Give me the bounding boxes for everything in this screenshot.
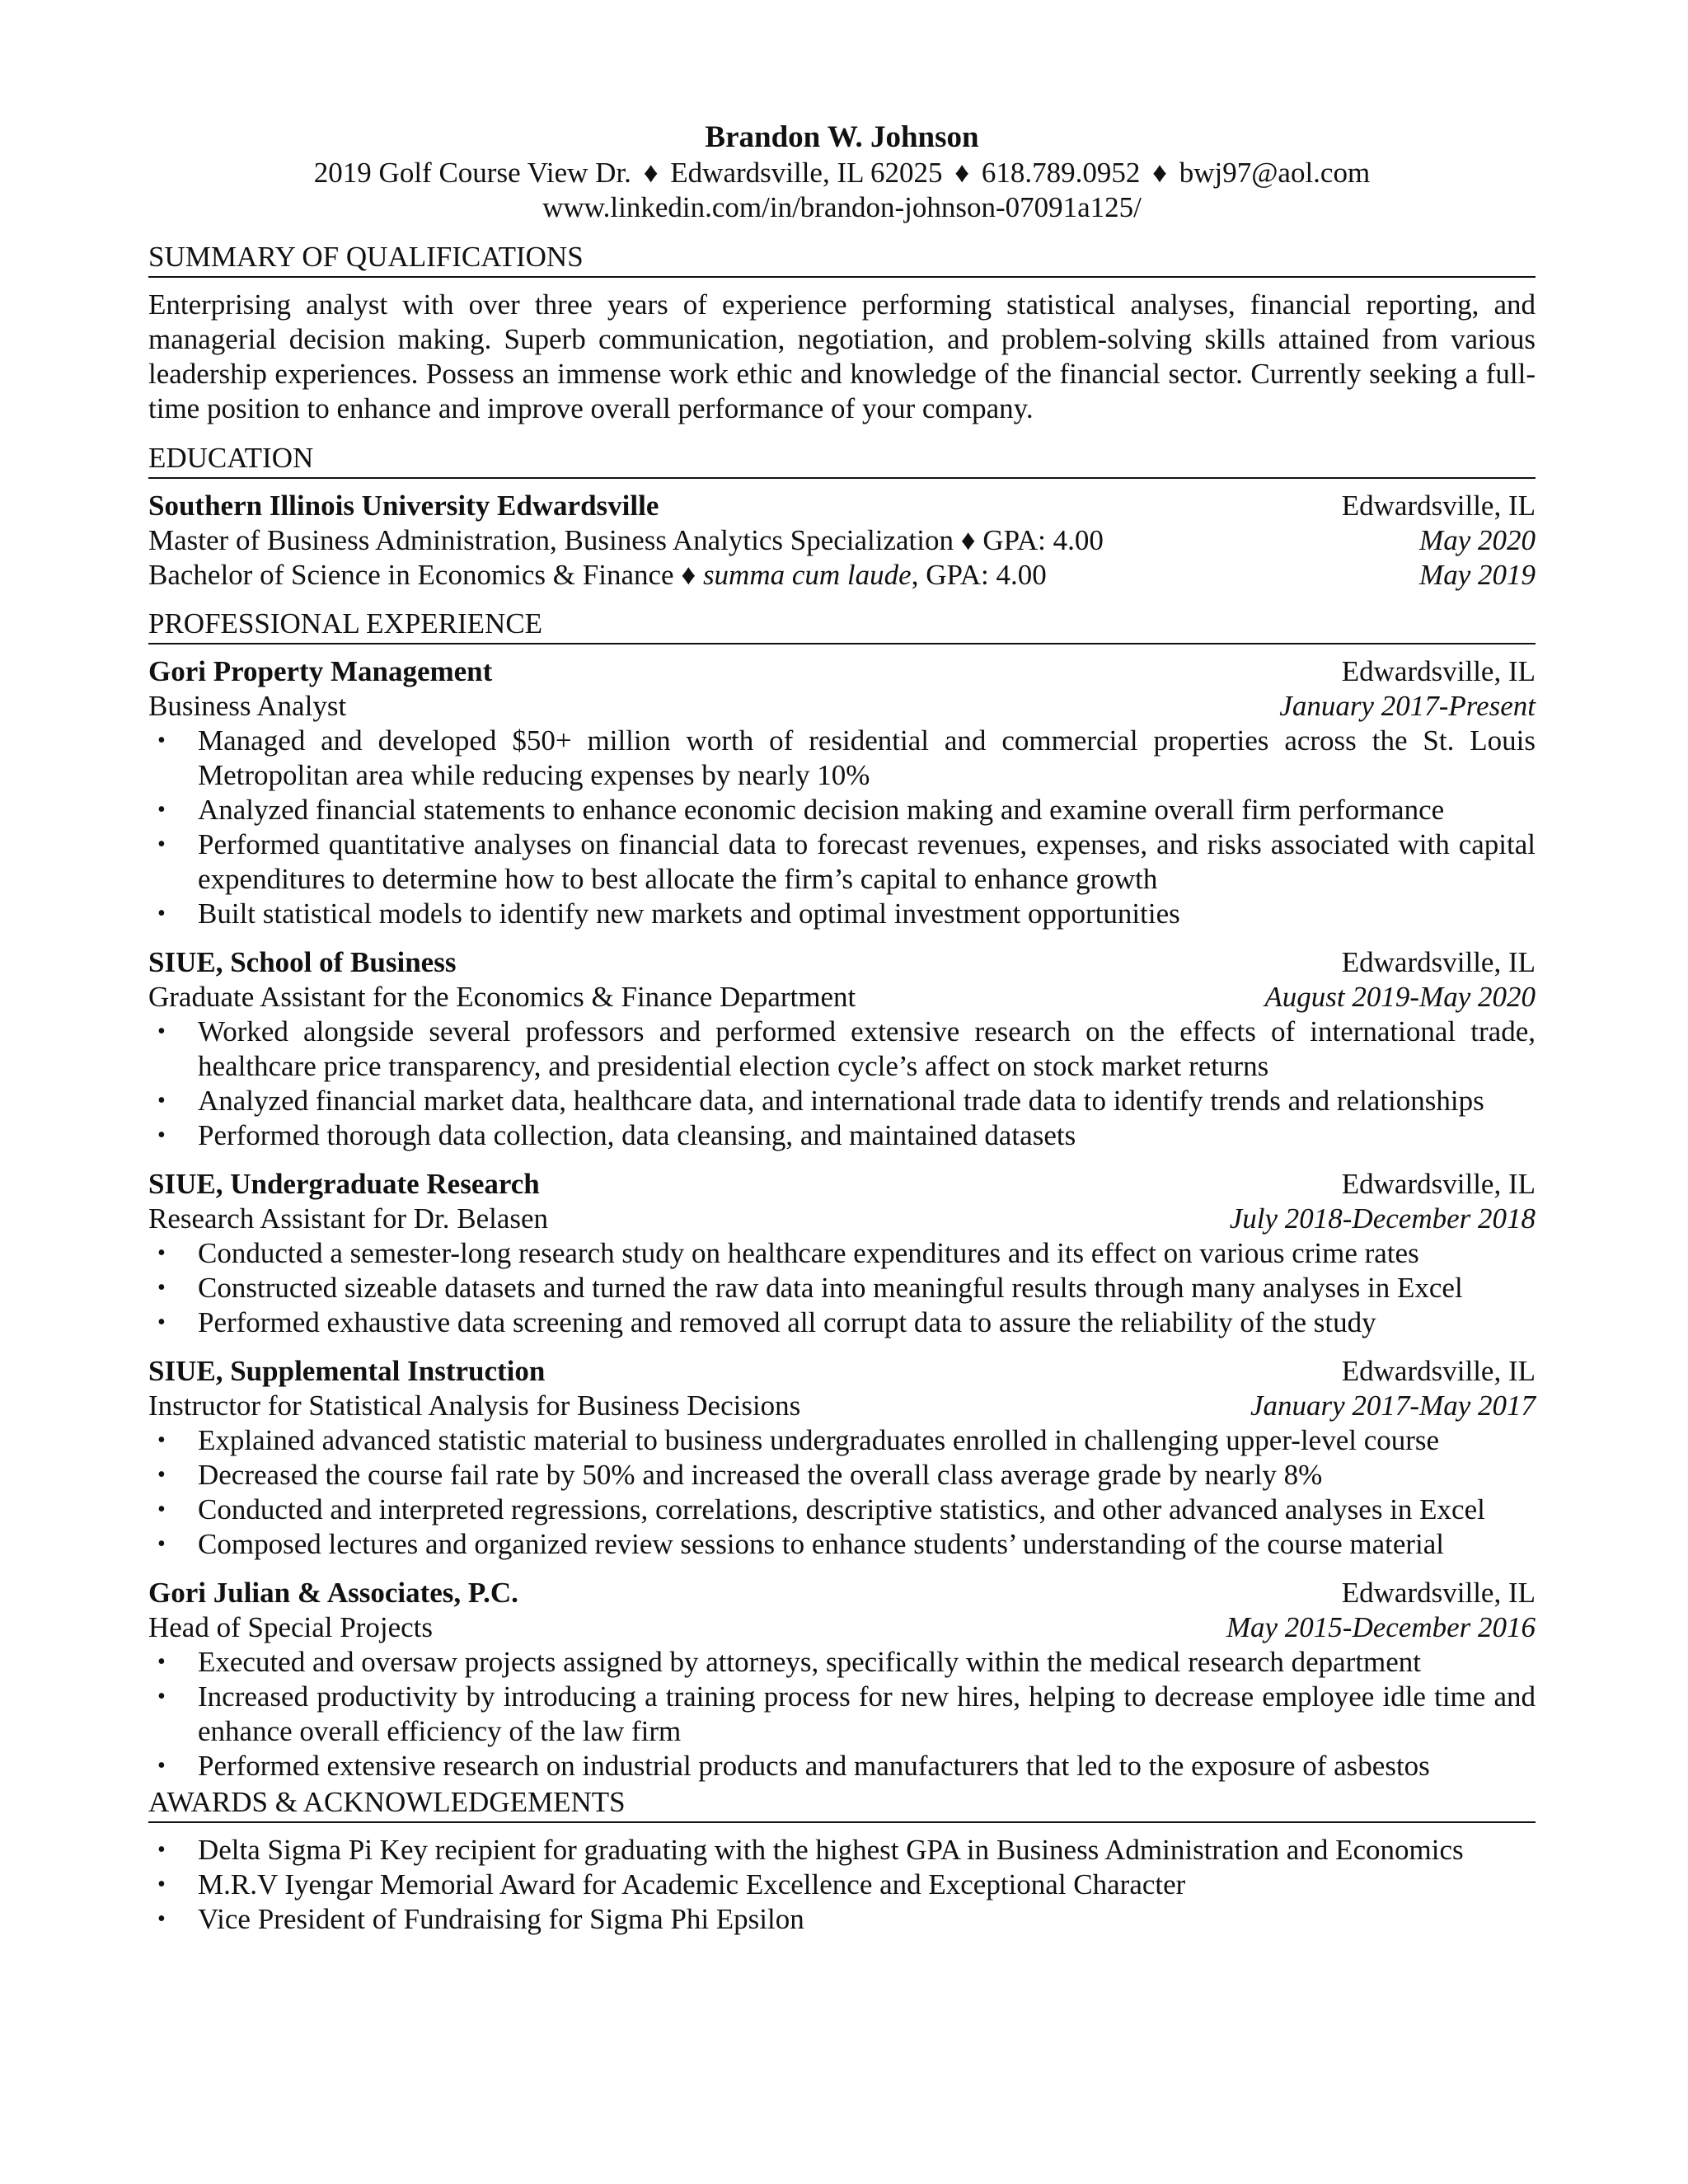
job-org: SIUE, Undergraduate Research bbox=[148, 1168, 540, 1200]
bullet-icon: • bbox=[157, 1649, 166, 1675]
list-item bbox=[148, 1084, 1536, 1118]
education-heading: EDUCATION bbox=[148, 441, 1536, 479]
bullet-text: Worked alongside several professors and performed extensive research on the effects of international trade, healthcare price transparency, and presidential election cycle’s affect on stock market returns bbox=[198, 1015, 1536, 1082]
experience-list bbox=[148, 654, 1536, 1783]
school-location: Edwardsville, IL bbox=[1341, 490, 1536, 522]
job-entry bbox=[148, 945, 1536, 1153]
bullet-text: Executed and oversaw projects assigned by attorneys, specifically within the medical research department bbox=[198, 1646, 1422, 1678]
degree-row bbox=[148, 558, 1536, 593]
job-date: July 2018-December 2018 bbox=[1229, 1202, 1536, 1235]
job-title: Head of Special Projects bbox=[148, 1611, 434, 1643]
job-title-row bbox=[148, 689, 1536, 724]
job-title-row bbox=[148, 980, 1536, 1015]
job-date: January 2017-Present bbox=[1279, 690, 1536, 722]
job-bullets bbox=[148, 1423, 1536, 1562]
degree-date: May 2020 bbox=[1419, 524, 1536, 556]
job-entry bbox=[148, 654, 1536, 931]
job-org: Gori Julian & Associates, P.C. bbox=[148, 1577, 518, 1609]
job-location: Edwardsville, IL bbox=[1341, 1168, 1536, 1200]
job-entry bbox=[148, 1576, 1536, 1783]
education-school-row bbox=[148, 489, 1536, 523]
bullet-icon: • bbox=[157, 1275, 166, 1301]
degree-row bbox=[148, 523, 1536, 558]
job-date: May 2015-December 2016 bbox=[1226, 1611, 1536, 1643]
bullet-text: Analyzed financial market data, healthcare data, and international trade data to identify trends and relationships bbox=[198, 1085, 1484, 1117]
bullet-icon: • bbox=[157, 1753, 166, 1779]
bullet-text: Built statistical models to identify new markets and optimal investment opportunities bbox=[198, 898, 1180, 930]
summary-heading: SUMMARY OF QUALIFICATIONS bbox=[148, 240, 1536, 278]
bullet-text: Analyzed financial statements to enhance economic decision making and examine overall firm performance bbox=[198, 794, 1445, 826]
degree-text-after: , GPA: 4.00 bbox=[911, 559, 1047, 591]
bullet-icon: • bbox=[157, 1531, 166, 1557]
job-title-row bbox=[148, 1202, 1536, 1236]
list-item bbox=[148, 1902, 1536, 1937]
list-item bbox=[148, 1271, 1536, 1305]
degree-honors: summa cum laude bbox=[702, 559, 912, 591]
job-title-row bbox=[148, 1389, 1536, 1423]
bullet-text: Increased productivity by introducing a training process for new hires, helping to decrease employee idle time and enhance overall efficiency of the law firm bbox=[198, 1680, 1536, 1747]
list-item bbox=[148, 897, 1536, 931]
bullet-icon: • bbox=[157, 1684, 166, 1709]
job-title: Business Analyst bbox=[148, 690, 347, 722]
list-item bbox=[148, 1423, 1536, 1458]
bullet-icon: • bbox=[157, 1310, 166, 1335]
bullet-text: Conducted a semester-long research study on healthcare expenditures and its effect on various crime rates bbox=[198, 1237, 1419, 1269]
bullet-text: Constructed sizeable datasets and turned the raw data into meaningful results through many analyses in Excel bbox=[198, 1272, 1463, 1304]
bullet-text: Decreased the course fail rate by 50% and increased the overall class average grade by nearly 8% bbox=[198, 1459, 1323, 1491]
bullet-icon: • bbox=[157, 1240, 166, 1266]
bullet-text: Managed and developed $50+ million worth of residential and commercial properties across the St. Louis Metropolitan area while reducing expenses by nearly 10% bbox=[198, 724, 1536, 791]
list-item bbox=[148, 793, 1536, 827]
bullet-icon: • bbox=[157, 1837, 166, 1863]
list-item bbox=[148, 1236, 1536, 1271]
address: 2019 Golf Course View Dr. bbox=[313, 157, 631, 189]
list-item bbox=[148, 1527, 1536, 1562]
bullet-text: Composed lectures and organized review sessions to enhance students’ understanding of the course material bbox=[198, 1528, 1445, 1560]
job-title: Instructor for Statistical Analysis for Business Decisions bbox=[148, 1390, 801, 1422]
job-bullets bbox=[148, 724, 1536, 931]
job-bullets bbox=[148, 1015, 1536, 1153]
list-item bbox=[148, 724, 1536, 793]
job-org-row bbox=[148, 1167, 1536, 1202]
bullet-icon: • bbox=[157, 1019, 166, 1044]
list-item bbox=[148, 1118, 1536, 1153]
applicant-name: Brandon W. Johnson bbox=[705, 120, 979, 154]
degree-text-before: Bachelor of Science in Economics & Finance ♦ bbox=[148, 559, 703, 591]
job-org: SIUE, School of Business bbox=[148, 946, 457, 978]
separator-diamond: ♦ bbox=[643, 157, 659, 189]
job-title-row bbox=[148, 1610, 1536, 1645]
job-bullets bbox=[148, 1236, 1536, 1340]
job-entry bbox=[148, 1167, 1536, 1340]
awards-heading: AWARDS & ACKNOWLEDGEMENTS bbox=[148, 1785, 1536, 1823]
bullet-icon: • bbox=[157, 1427, 166, 1453]
experience-heading: PROFESSIONAL EXPERIENCE bbox=[148, 607, 1536, 644]
bullet-icon: • bbox=[157, 1462, 166, 1488]
job-org: Gori Property Management bbox=[148, 655, 493, 687]
job-org-row bbox=[148, 654, 1536, 689]
linkedin-url[interactable]: www.linkedin.com/in/brandon-johnson-07091a125/ bbox=[542, 191, 1142, 223]
bullet-icon: • bbox=[157, 1497, 166, 1522]
degree-text bbox=[148, 558, 1047, 593]
award-text: Vice President of Fundraising for Sigma Phi Epsilon bbox=[198, 1903, 804, 1935]
job-date: January 2017-May 2017 bbox=[1250, 1390, 1536, 1422]
resume-header bbox=[148, 120, 1536, 225]
job-location: Edwardsville, IL bbox=[1341, 1355, 1536, 1387]
job-entry bbox=[148, 1354, 1536, 1562]
list-item bbox=[148, 1833, 1536, 1868]
award-text: M.R.V Iyengar Memorial Award for Academic Excellence and Exceptional Character bbox=[198, 1868, 1186, 1900]
list-item bbox=[148, 1868, 1536, 1902]
list-item bbox=[148, 827, 1536, 897]
award-text: Delta Sigma Pi Key recipient for graduating with the highest GPA in Business Administration and Economics bbox=[198, 1834, 1464, 1866]
bullet-text: Performed extensive research on industrial products and manufacturers that led to the exposure of asbestos bbox=[198, 1750, 1430, 1782]
bullet-icon: • bbox=[157, 832, 166, 857]
job-org-row bbox=[148, 1576, 1536, 1610]
degree-date: May 2019 bbox=[1419, 559, 1536, 591]
school-name: Southern Illinois University Edwardsville bbox=[148, 490, 659, 522]
job-org-row bbox=[148, 945, 1536, 980]
bullet-icon: • bbox=[157, 1906, 166, 1932]
bullet-icon: • bbox=[157, 797, 166, 823]
phone: 618.789.0952 bbox=[981, 157, 1141, 189]
job-location: Edwardsville, IL bbox=[1341, 655, 1536, 687]
degree-text: Master of Business Administration, Business Analytics Specialization ♦ GPA: 4.00 bbox=[148, 524, 1104, 556]
bullet-icon: • bbox=[157, 1088, 166, 1113]
bullet-text: Performed exhaustive data screening and removed all corrupt data to assure the reliability of the study bbox=[198, 1306, 1376, 1338]
list-item bbox=[148, 1305, 1536, 1340]
bullet-text: Performed thorough data collection, data cleansing, and maintained datasets bbox=[198, 1119, 1076, 1151]
city: Edwardsville, IL 62025 bbox=[670, 157, 943, 189]
bullet-icon: • bbox=[157, 1122, 166, 1148]
separator-diamond: ♦ bbox=[954, 157, 970, 189]
education-entry bbox=[148, 489, 1536, 593]
job-date: August 2019-May 2020 bbox=[1264, 981, 1536, 1013]
email[interactable]: bwj97@aol.com bbox=[1179, 157, 1371, 189]
bullet-text: Explained advanced statistic material to business undergraduates enrolled in challenging upper-level course bbox=[198, 1424, 1440, 1456]
bullet-text: Performed quantitative analyses on financial data to forecast revenues, expenses, and risks associated with capital expenditures to determine how to best allocate the firm’s capital to enhance growth bbox=[198, 828, 1536, 895]
job-org: SIUE, Supplemental Instruction bbox=[148, 1355, 546, 1387]
list-item bbox=[148, 1458, 1536, 1493]
awards-list bbox=[148, 1833, 1536, 1937]
bullet-text: Conducted and interpreted regressions, correlations, descriptive statistics, and other advanced analyses in Excel bbox=[198, 1493, 1485, 1526]
job-title: Graduate Assistant for the Economics & Finance Department bbox=[148, 981, 856, 1013]
list-item bbox=[148, 1015, 1536, 1084]
summary-text: Enterprising analyst with over three years of experience performing statistical analyses, financial reporting, and managerial decision making. Superb communication, negotiation, and problem-solving skills attained from various leadership experiences. Possess an immense work ethic and knowledge of the financial sector. Currently seeking a full-time position to enhance and improve overall performance of your company. bbox=[148, 288, 1536, 424]
job-org-row bbox=[148, 1354, 1536, 1389]
contact-line bbox=[148, 156, 1536, 190]
job-bullets bbox=[148, 1645, 1536, 1783]
list-item bbox=[148, 1493, 1536, 1527]
bullet-icon: • bbox=[157, 901, 166, 926]
bullet-icon: • bbox=[157, 728, 166, 753]
job-location: Edwardsville, IL bbox=[1341, 1577, 1536, 1609]
list-item bbox=[148, 1680, 1536, 1749]
job-location: Edwardsville, IL bbox=[1341, 946, 1536, 978]
list-item bbox=[148, 1645, 1536, 1680]
separator-diamond: ♦ bbox=[1152, 157, 1167, 189]
bullet-icon: • bbox=[157, 1872, 166, 1897]
job-title: Research Assistant for Dr. Belasen bbox=[148, 1202, 549, 1235]
list-item bbox=[148, 1749, 1536, 1783]
